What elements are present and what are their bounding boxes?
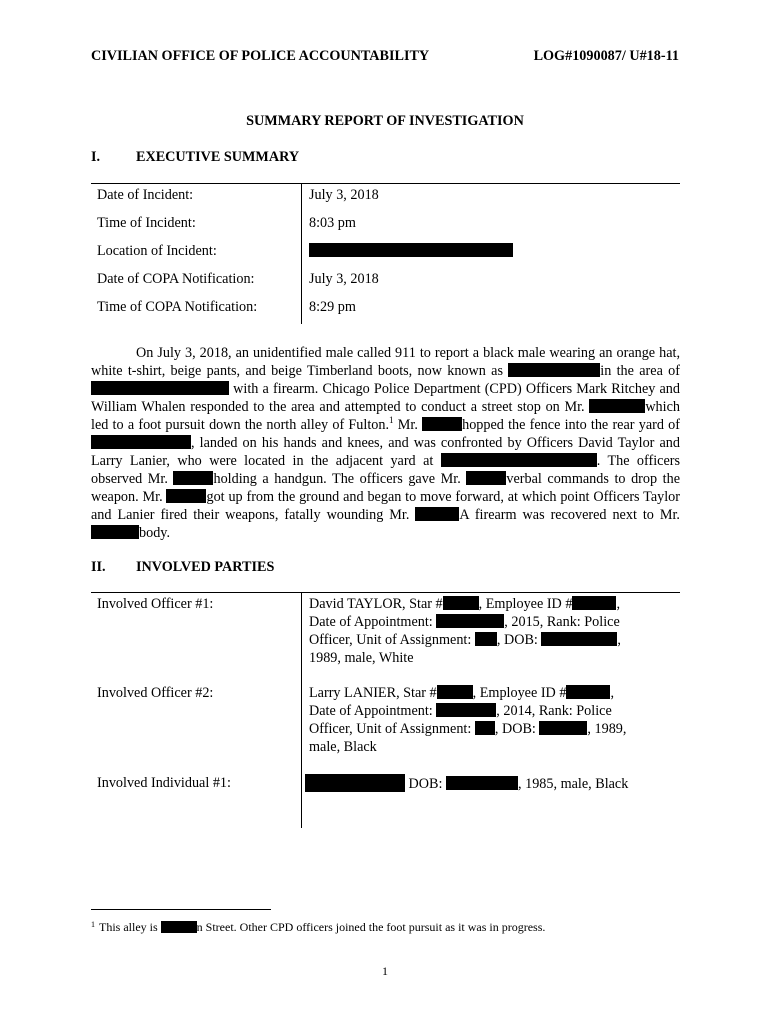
redaction-box <box>443 596 479 610</box>
redaction-box <box>166 489 206 503</box>
table-top-rule <box>91 592 680 593</box>
value-time-of-copa-notification: 8:29 pm <box>309 299 356 315</box>
redaction-box <box>565 453 597 467</box>
section-number: I. <box>91 149 101 165</box>
log-number-header: LOG#1090087/ U#18-11 <box>533 48 679 64</box>
redaction-box <box>475 721 495 735</box>
redaction-box <box>539 721 587 735</box>
redaction-box <box>541 632 617 646</box>
redaction-box <box>436 703 496 717</box>
section-title: EXECUTIVE SUMMARY <box>136 149 300 165</box>
label-date-of-copa-notification: Date of COPA Notification: <box>97 271 255 287</box>
footnote-number: 1 <box>91 920 95 929</box>
value-date-of-copa-notification: July 3, 2018 <box>309 271 379 287</box>
redaction-box <box>305 774 405 792</box>
redaction-box <box>91 525 139 539</box>
table-top-rule <box>91 183 680 184</box>
redaction-box <box>566 685 610 699</box>
redaction-box <box>508 363 600 377</box>
label-location-of-incident: Location of Incident: <box>97 243 217 259</box>
redaction-box <box>441 453 565 467</box>
value-time-of-incident: 8:03 pm <box>309 215 356 231</box>
section-heading-executive-summary <box>91 148 299 166</box>
table-divider <box>301 593 302 828</box>
redaction-box <box>572 596 616 610</box>
page-number: 1 <box>382 964 388 978</box>
value-involved-officer-2: Larry LANIER, Star # , Employee ID # , Date of Appointment: , 2014, Rank: Police Officer, Unit of Assignment: , DOB: , 1989, male, Black <box>309 685 627 755</box>
label-involved-individual-1: Involved Individual #1: <box>97 775 231 791</box>
table-divider <box>301 184 302 324</box>
section-title: INVOLVED PARTIES <box>136 559 275 575</box>
label-time-of-incident: Time of Incident: <box>97 215 196 231</box>
redaction-box <box>437 685 473 699</box>
label-involved-officer-1: Involved Officer #1: <box>97 596 214 612</box>
redaction-box <box>161 921 197 933</box>
redaction-box <box>309 243 513 257</box>
label-date-of-incident: Date of Incident: <box>97 187 194 203</box>
value-involved-individual-1: DOB: , 1985, male, Black <box>305 774 628 793</box>
agency-header: CIVILIAN OFFICE OF POLICE ACCOUNTABILITY <box>91 48 430 64</box>
redaction-box <box>91 435 191 449</box>
label-time-of-copa-notification: Time of COPA Notification: <box>97 299 258 315</box>
value-location-of-incident <box>309 242 513 260</box>
redaction-box <box>173 471 213 485</box>
redaction-box <box>436 614 504 628</box>
footnote: $^1$ This alley is n Street. Other CPD officers joined the foot pursuit as it was in progress. <box>91 920 546 934</box>
value-date-of-incident: July 3, 2018 <box>309 187 379 203</box>
label-involved-officer-2: Involved Officer #2: <box>97 685 214 701</box>
section-heading-involved-parties <box>91 558 274 576</box>
report-title: SUMMARY REPORT OF INVESTIGATION <box>246 113 524 129</box>
redaction-box <box>91 381 229 395</box>
redaction-box <box>446 776 518 790</box>
redaction-box <box>422 417 462 431</box>
redaction-box <box>415 507 459 521</box>
section-number: II. <box>91 559 106 575</box>
value-involved-officer-1: David TAYLOR, Star # , Employee ID # , Date of Appointment: , 2015, Rank: Police Officer, Unit of Assignment: , DOB: , 1989, male, White <box>309 596 621 666</box>
summary-paragraph: On July 3, 2018, an unidentified male called 911 to report a black male wearing an orange hat, white t-shirt, beige pants, and beige Timberland boots, now known as in the area of with a firearm. Chicago Police Department (CPD) Officers Mark Ritchey and William Whalen responded to the area and attempted to conduct a street stop on Mr. which led to a foot pursuit down the north alley of Fulton.$^1$ Mr. hopped the fence into the rear yard of , landed on his hands and knees, and was confronted by Officers David Taylor and Larry Lanier, who were located in the adjacent yard at . The officers observed Mr. holding a handgun. The officers gave Mr. verbal commands to drop the weapon. Mr. got up from the ground and began to move forward, at which point Officers Taylor and Lanier fired their weapons, fatally wounding Mr. A firearm was recovered next to Mr. body. <box>91 345 680 541</box>
redaction-box <box>466 471 506 485</box>
redaction-box <box>589 399 645 413</box>
footnote-reference[interactable]: 1 <box>389 415 394 425</box>
redaction-box <box>475 632 497 646</box>
footnote-rule <box>91 909 271 910</box>
